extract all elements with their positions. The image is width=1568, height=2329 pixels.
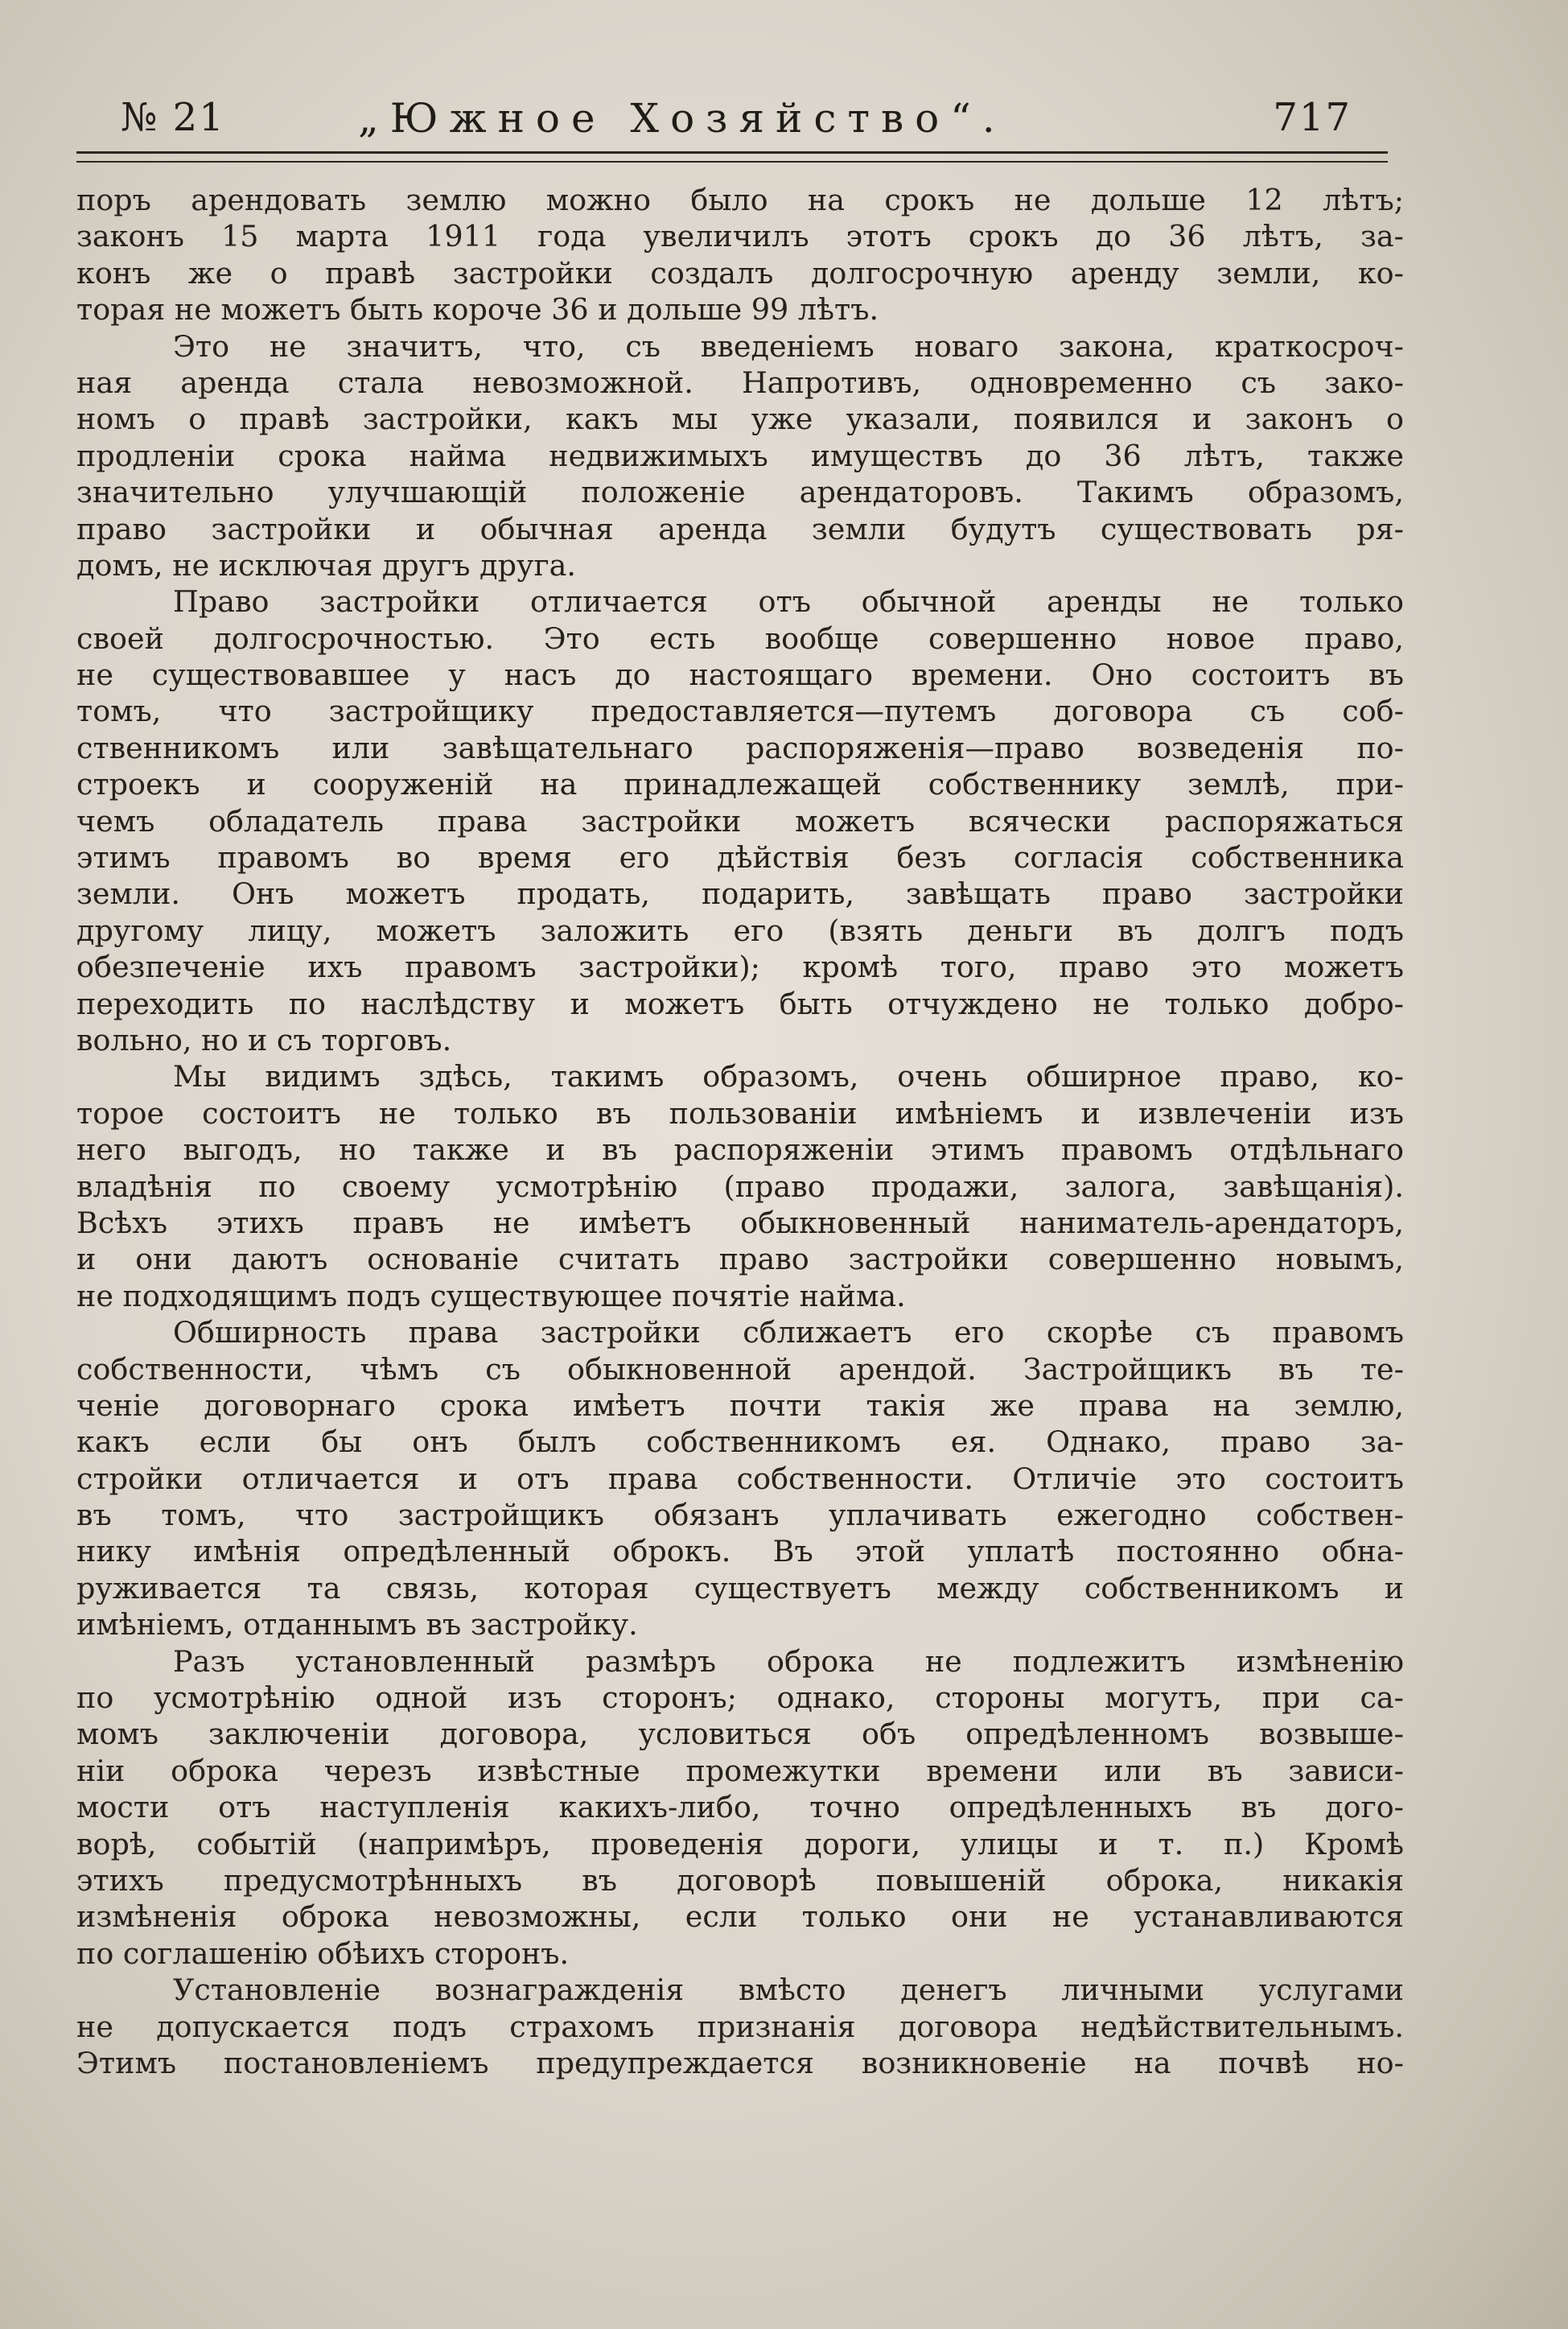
paragraph xyxy=(76,328,1404,584)
text-line: собственности, чѣмъ съ обыкновенной арендой. Застройщикъ въ те- xyxy=(76,1351,1404,1387)
text-line: Право застройки отличается отъ обычной аренды не только xyxy=(173,584,1404,620)
text-line: конъ же о правѣ застройки создалъ долгосрочную аренду земли, ко- xyxy=(76,255,1404,291)
text-line: не существовавшее у насъ до настоящаго времени. Оно состоитъ въ xyxy=(76,657,1404,693)
text-line: него выгодъ, но также и въ распоряженіи этимъ правомъ отдѣльнаго xyxy=(76,1132,1404,1168)
text-line: руживается та связь, которая существуетъ между собственникомъ и xyxy=(76,1570,1404,1606)
text-line: измѣненія оброка невозможны, если только они не устанавливаются xyxy=(76,1899,1404,1935)
journal-title: „Южное Хозяйство“. xyxy=(358,95,1006,142)
paragraph xyxy=(76,583,1404,1058)
paragraph xyxy=(76,1972,1404,2081)
text-line: томъ, что застройщику предоставляется—путемъ договора съ соб- xyxy=(76,694,1404,729)
text-line: своей долгосрочностью. Это есть вообще совершенно новое право, xyxy=(76,620,1404,656)
text-line: торая не можетъ быть короче 36 и дольше 99 лѣтъ. xyxy=(76,292,879,328)
text-line: нику имѣнія опредѣленный оброкъ. Въ этой уплатѣ постоянно обна- xyxy=(76,1534,1404,1569)
header-rule xyxy=(76,151,1388,163)
text-line: обезпеченіе ихъ правомъ застройки); кромѣ того, право это можетъ xyxy=(76,950,1404,985)
text-line: ченіе договорнаго срока имѣетъ почти такія же права на землю, xyxy=(76,1387,1404,1423)
text-line: ворѣ, событій (напримѣръ, проведенія дороги, улицы и т. п.) Кромѣ xyxy=(76,1826,1404,1861)
text-line: Это не значитъ, что, съ введеніемъ новаго закона, краткосроч- xyxy=(173,328,1404,364)
text-line: Мы видимъ здѣсь, такимъ образомъ, очень обширное право, ко- xyxy=(173,1059,1404,1094)
text-line: номъ о правѣ застройки, какъ мы уже указали, появился и законъ о xyxy=(76,402,1404,437)
text-line: какъ если бы онъ былъ собственникомъ ея. Однако, право за- xyxy=(76,1424,1404,1460)
text-line: значительно улучшающій положеніе арендаторовъ. Такимъ образомъ, xyxy=(76,475,1404,510)
text-line: право застройки и обычная аренда земли будутъ существовать ря- xyxy=(76,511,1404,546)
text-line: ніи оброка черезъ извѣстные промежутки времени или въ зависи- xyxy=(76,1753,1404,1788)
text-line: Установленіе вознагражденія вмѣсто денегъ личными услугами xyxy=(173,1972,1404,2008)
paragraph xyxy=(76,182,1404,328)
text-line: Обширность права застройки сближаетъ его скорѣе съ правомъ xyxy=(173,1315,1404,1350)
article-body xyxy=(76,182,1404,2081)
text-line: переходить по наслѣдству и можетъ быть отчуждено не только добро- xyxy=(76,986,1404,1021)
text-line: строекъ и сооруженій на принадлежащей собственнику землѣ, при- xyxy=(76,767,1404,802)
text-line: не подходящимъ подъ существующее почятіе найма. xyxy=(76,1278,906,1313)
running-header xyxy=(76,95,1388,151)
text-line: поръ арендовать землю можно было на срокъ не дольше 12 лѣтъ; xyxy=(76,183,1404,217)
text-line: имѣніемъ, отданнымъ въ застройку. xyxy=(76,1607,638,1643)
paragraph xyxy=(76,1314,1404,1643)
text-line: ная аренда стала невозможной. Напротивъ, одновременно съ зако- xyxy=(76,365,1404,400)
page-number: 717 xyxy=(1273,95,1352,140)
text-line: и они даютъ основаніе считать право застройки совершенно новымъ, xyxy=(76,1242,1404,1277)
text-line: по усмотрѣнію одной изъ сторонъ; однако, стороны могутъ, при са- xyxy=(76,1680,1404,1716)
text-line: по соглашенію обѣихъ сторонъ. xyxy=(76,1935,570,1971)
text-line: момъ заключеніи договора, условиться объ опредѣленномъ возвыше- xyxy=(76,1717,1404,1752)
text-line: мости отъ наступленія какихъ-либо, точно опредѣленныхъ въ дого- xyxy=(76,1790,1404,1825)
issue-number: № 21 xyxy=(121,95,225,140)
text-line: владѣнія по своему усмотрѣнію (право продажи, залога, завѣщанія). xyxy=(76,1169,1404,1204)
text-line: Всѣхъ этихъ правъ не имѣетъ обыкновенный наниматель-арендаторъ, xyxy=(76,1205,1404,1240)
text-line: Разъ установленный размѣръ оброка не подлежитъ измѣненію xyxy=(173,1643,1404,1679)
text-line: чемъ обладатель права застройки можетъ всячески распоряжаться xyxy=(76,803,1404,839)
text-line: домъ, не исключая другъ друга. xyxy=(76,547,576,583)
text-line: этихъ предусмотрѣнныхъ въ договорѣ повышеній оброка, никакія xyxy=(76,1862,1404,1898)
paragraph xyxy=(76,1643,1404,1972)
text-line: стройки отличается и отъ права собственности. Отличіе это состоитъ xyxy=(76,1461,1404,1496)
text-line: ственникомъ или завѣщательнаго распоряженія—право возведенія по- xyxy=(76,730,1404,765)
paragraph xyxy=(76,1058,1404,1314)
text-line: земли. Онъ можетъ продать, подарить, завѣщать право застройки xyxy=(76,876,1404,912)
text-line: въ томъ, что застройщикъ обязанъ уплачивать ежегодно собствен- xyxy=(76,1498,1404,1533)
text-line: этимъ правомъ во время его дѣйствія безъ согласія собственника xyxy=(76,840,1404,876)
text-line: вольно, но и съ торговъ. xyxy=(76,1022,452,1057)
text-line: продленіи срока найма недвижимыхъ имуществъ до 36 лѣтъ, также xyxy=(76,438,1404,473)
text-line: Этимъ постановленіемъ предупреждается возникновеніе на почвѣ но- xyxy=(76,2045,1404,2080)
text-line: не допускается подъ страхомъ признанія договора недѣйствительнымъ. xyxy=(76,2009,1404,2044)
text-line: другому лицу, можетъ заложить его (взять деньги въ долгъ подъ xyxy=(76,913,1404,948)
text-line: законъ 15 марта 1911 года увеличилъ этотъ срокъ до 36 лѣтъ, за- xyxy=(76,219,1404,254)
text-line: торое состоитъ не только въ пользованіи имѣніемъ и извлеченіи изъ xyxy=(76,1095,1404,1131)
